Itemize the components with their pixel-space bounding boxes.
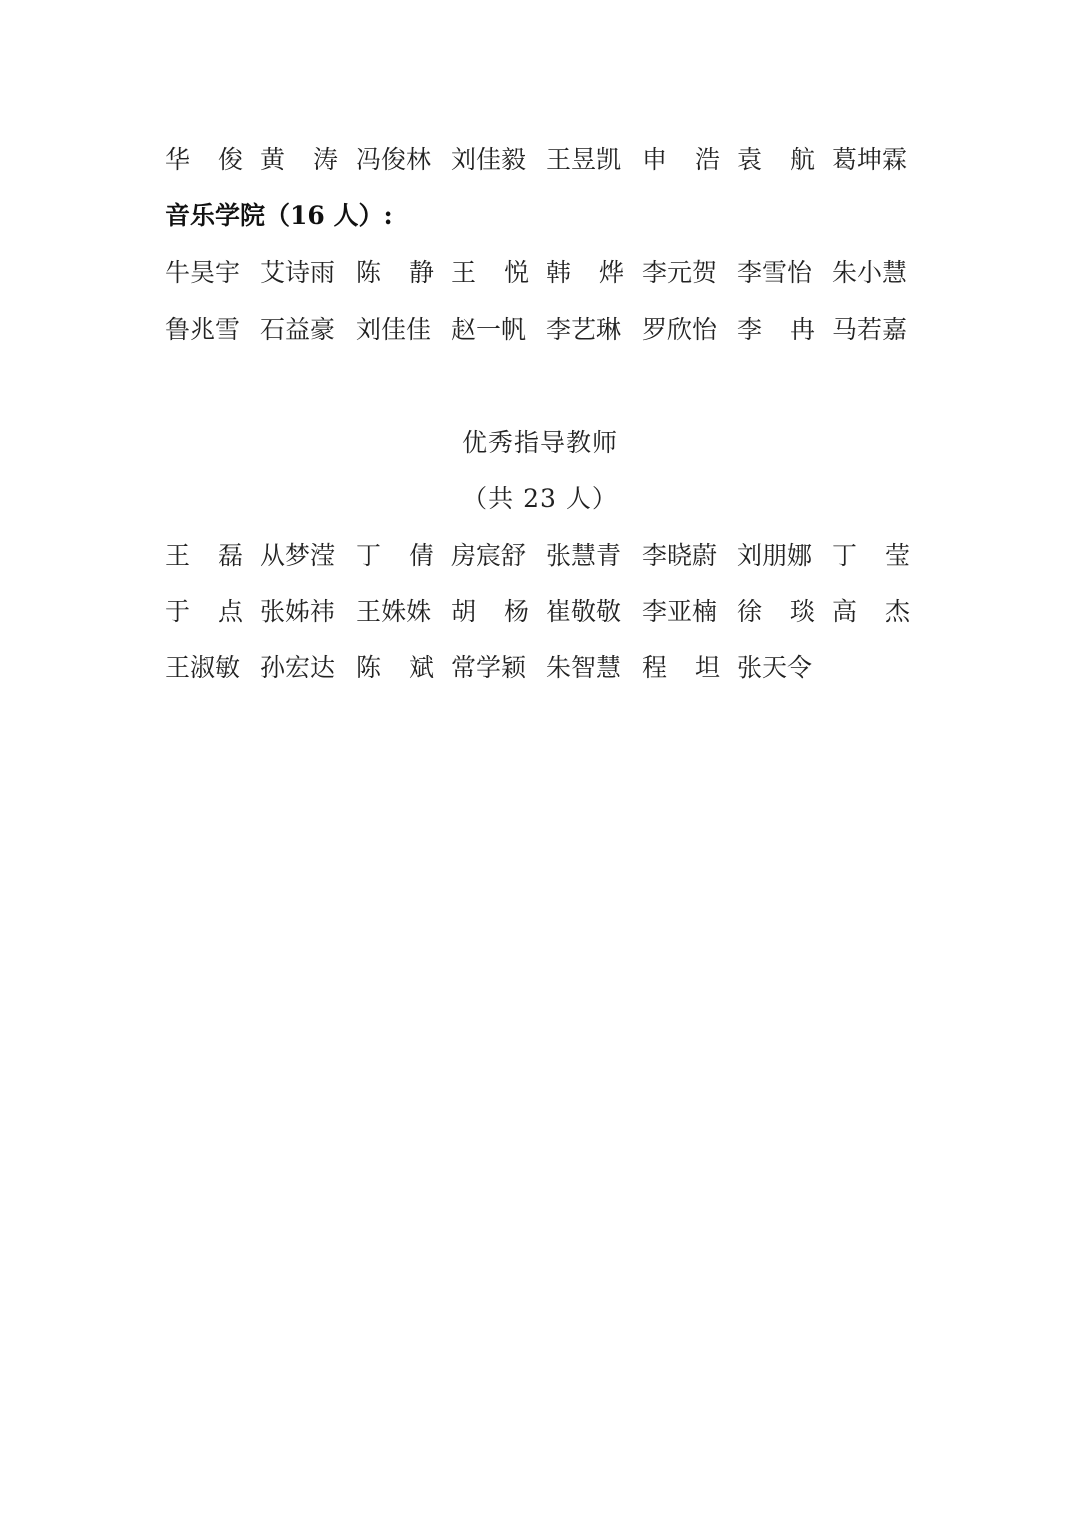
name-character: 涛 [312, 145, 338, 174]
name-entry: 马若嘉 [832, 315, 908, 344]
name-character: 黄 [260, 145, 286, 174]
name-row [165, 253, 925, 293]
name-character: 于 [165, 597, 191, 626]
name-entry [832, 536, 910, 576]
name-character: 琰 [789, 597, 815, 626]
name-entry: 鲁兆雪 [165, 315, 241, 344]
name-entry [356, 536, 434, 576]
name-entry [832, 592, 910, 632]
name-entry: 从梦滢 [260, 541, 336, 570]
name-entry: 朱小慧 [832, 258, 908, 287]
name-entry: 李雪怡 [737, 258, 813, 287]
name-entry [642, 648, 720, 688]
name-entry [451, 592, 529, 632]
name-entry: 房宸舒 [451, 541, 527, 570]
name-character: 磊 [217, 541, 243, 570]
name-character: 冉 [789, 315, 815, 344]
name-entry [642, 140, 720, 180]
name-entry [165, 592, 243, 632]
name-character: 静 [408, 258, 434, 287]
name-character: 点 [217, 597, 243, 626]
name-row [165, 592, 925, 632]
name-character: 李 [737, 315, 763, 344]
name-character: 高 [832, 597, 858, 626]
name-entry: 赵一帆 [451, 315, 527, 344]
name-character: 坦 [694, 653, 720, 682]
name-row [165, 310, 925, 350]
name-character: 徐 [737, 597, 763, 626]
name-row [165, 648, 925, 688]
name-entry: 朱智慧 [546, 653, 622, 682]
name-character: 烨 [598, 258, 624, 287]
name-entry [737, 140, 815, 180]
name-entry [260, 140, 338, 180]
name-entry: 张慧青 [546, 541, 622, 570]
name-entry: 王淑敏 [165, 653, 241, 682]
name-entry: 常学颖 [451, 653, 527, 682]
name-entry: 罗欣怡 [642, 315, 718, 344]
name-character: 申 [642, 145, 668, 174]
name-entry: 李艺琳 [546, 315, 622, 344]
name-entry: 张姊祎 [260, 597, 336, 626]
name-entry: 张天令 [737, 653, 813, 682]
teachers-subtitle: （共 23 人） [462, 484, 618, 513]
name-entry: 石益豪 [260, 315, 336, 344]
name-entry: 崔敬敬 [546, 597, 622, 626]
name-entry: 孙宏达 [260, 653, 336, 682]
name-entry [356, 648, 434, 688]
name-entry: 李元贺 [642, 258, 718, 287]
name-character: 倩 [408, 541, 434, 570]
name-entry [356, 253, 434, 293]
name-entry: 艾诗雨 [260, 258, 336, 287]
name-character: 程 [642, 653, 668, 682]
name-character: 陈 [356, 258, 382, 287]
name-entry [546, 253, 624, 293]
name-entry: 葛坤霖 [832, 145, 908, 174]
section-heading-music: 音乐学院（16 人）: [165, 201, 393, 230]
name-entry [737, 592, 815, 632]
name-entry [165, 140, 243, 180]
name-character: 王 [165, 541, 191, 570]
name-character: 韩 [546, 258, 572, 287]
name-character: 丁 [356, 541, 382, 570]
name-entry: 牛昊宇 [165, 258, 241, 287]
name-entry: 王昱凯 [546, 145, 622, 174]
name-entry [165, 536, 243, 576]
name-entry [451, 253, 529, 293]
name-entry: 刘佳佳 [356, 315, 432, 344]
name-entry: 李亚楠 [642, 597, 718, 626]
name-character: 袁 [737, 145, 763, 174]
name-entry [737, 310, 815, 350]
name-entry: 刘朋娜 [737, 541, 813, 570]
name-character: 杨 [503, 597, 529, 626]
name-entry: 李晓蔚 [642, 541, 718, 570]
name-row [165, 140, 925, 180]
name-character: 王 [451, 258, 477, 287]
name-character: 俊 [217, 145, 243, 174]
teachers-title: 优秀指导教师 [461, 428, 618, 457]
name-character: 浩 [694, 145, 720, 174]
name-character: 华 [165, 145, 191, 174]
name-entry: 刘佳毅 [451, 145, 527, 174]
name-character: 莹 [884, 541, 910, 570]
name-entry: 王姝姝 [356, 597, 432, 626]
name-character: 胡 [451, 597, 477, 626]
name-character: 丁 [832, 541, 858, 570]
name-character: 杰 [884, 597, 910, 626]
name-row [165, 536, 925, 576]
name-entry: 冯俊林 [356, 145, 432, 174]
name-character: 悦 [503, 258, 529, 287]
name-character: 斌 [408, 653, 434, 682]
name-character: 陈 [356, 653, 382, 682]
name-character: 航 [789, 145, 815, 174]
